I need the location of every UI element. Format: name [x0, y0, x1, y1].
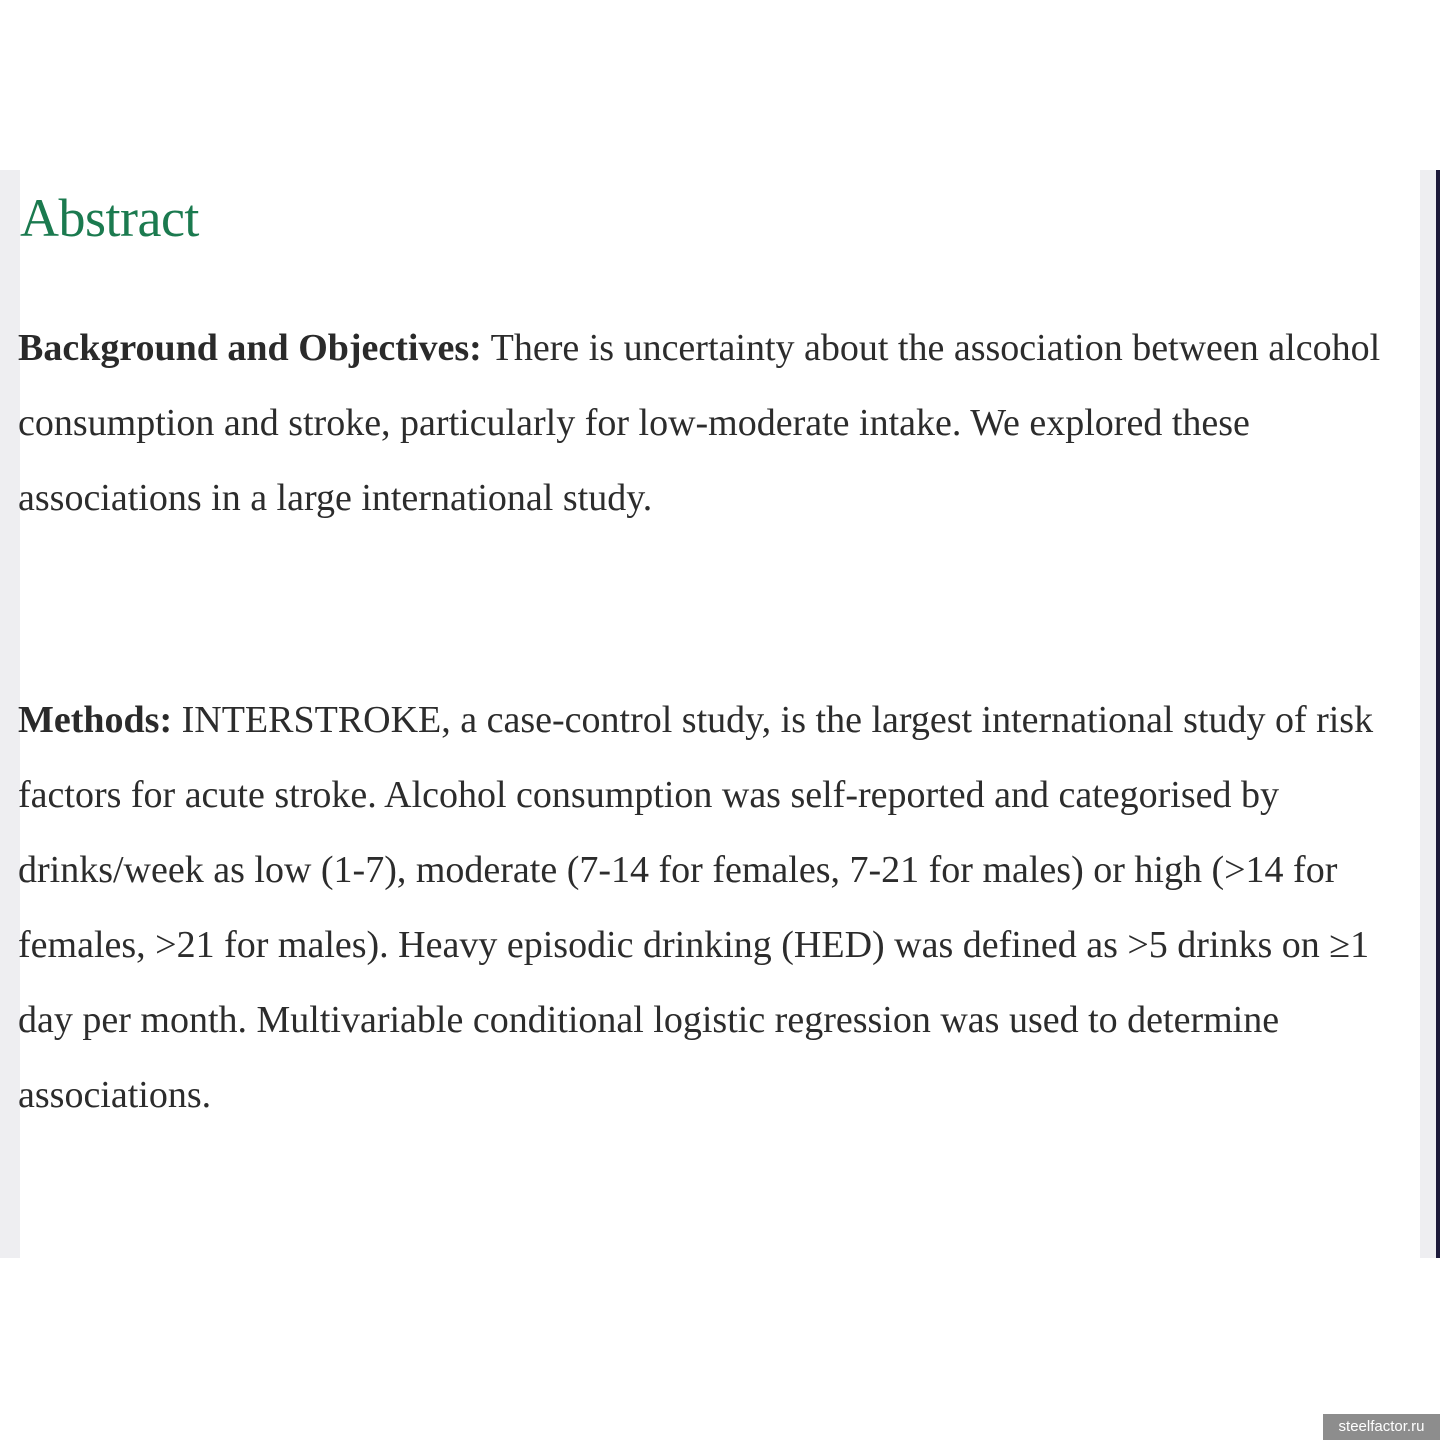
background-section — [18, 311, 1403, 536]
methods-text: INTERSTROKE, a case-control study, is the largest international study of risk factors for acute stroke. Alcohol consumption was self-reported and categorised by drinks/week as low (1-7), moderate (7-14 for females, 7-21 for males) or high (>14 for females, >21 for males). Heavy episodic drinking (HED) was defined as >5 drinks on ≥1 day per month. Multivariable conditional logistic regression was used to determine associations. — [18, 699, 1374, 1116]
watermark: steelfactor.ru — [1323, 1414, 1440, 1440]
methods-section — [18, 683, 1403, 1133]
background-label: Background and Objectives: — [18, 327, 482, 369]
abstract-heading: Abstract — [20, 188, 199, 248]
background-text: There is uncertainty about the association between alcohol consumption and stroke, particularly for low-moderate intake. We explored these associations in a large international study. — [18, 327, 1381, 519]
left-margin-strip — [0, 170, 20, 1258]
right-edge-bar — [1436, 170, 1440, 1258]
methods-label: Methods: — [18, 699, 173, 741]
